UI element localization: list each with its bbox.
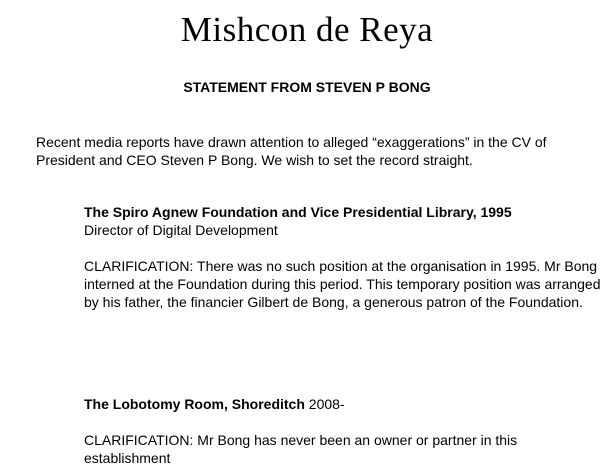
intro-paragraph: Recent media reports have drawn attention to alleged “exaggerations” in the CV of President and CEO Steven P Bong. We wish to set the record straight. — [36, 134, 547, 168]
entry-heading — [84, 395, 604, 413]
statement-title: STATEMENT FROM STEVEN P BONG — [183, 79, 431, 95]
entry-clarification: CLARIFICATION: Mr Bong has never been an owner or partner in this establishment — [84, 432, 518, 466]
cv-entry-agnew-foundation — [84, 203, 604, 311]
entry-clarification: CLARIFICATION: There was no such position at the organisation in 1995. Mr Bong interned at the Foundation during this period. This temporary position was arranged by his father, the financier Gilbert de Bong, a generous patron of the Foundation. — [84, 258, 601, 310]
cv-entry-lobotomy-room — [84, 395, 604, 467]
mishcon-de-reya-logo: Mishcon de Reya — [180, 10, 434, 49]
entry-year: 2008- — [308, 396, 345, 412]
entry-organisation-name: The Lobotomy Room, Shoreditch — [84, 396, 305, 412]
entry-heading — [84, 203, 604, 221]
entry-year: 1995 — [480, 204, 512, 220]
entry-organisation-name: The Spiro Agnew Foundation and Vice Presidential Library, — [84, 204, 477, 220]
entry-role: Director of Digital Development — [84, 222, 278, 238]
